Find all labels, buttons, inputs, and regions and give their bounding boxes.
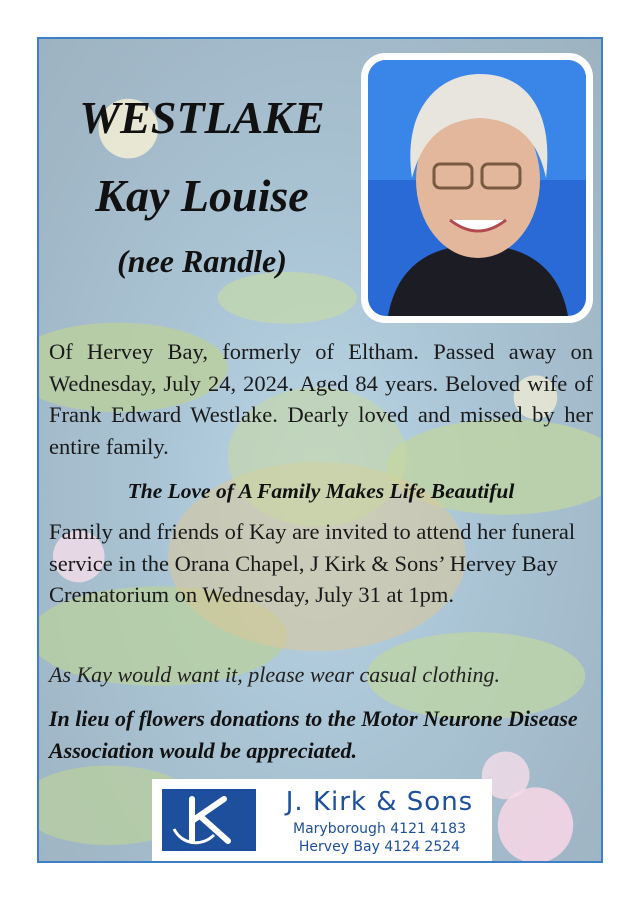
- notice-content: [39, 39, 601, 861]
- deceased-maiden-name: (nee Randle): [117, 243, 287, 279]
- funeral-service-paragraph: Family and friends of Kay are invited to attend her funeral service in the Orana Chapel, J Kirk & Sons’ Hervey Bay Crematorium on Wednesday, July 31 at 1pm.: [49, 519, 576, 607]
- obituary-paragraph: Of Hervey Bay, formerly of Eltham. Passed away on Wednesday, July 24, 2024. Aged 84 years. Beloved wife of Frank Edward Westlake. Dearly loved and missed by her entire family.: [49, 339, 593, 459]
- funeral-home-logo: [152, 779, 492, 861]
- tagline: The Love of A Family Makes Life Beautiful: [127, 479, 515, 503]
- k-monogram-icon: [162, 789, 256, 851]
- deceased-surname: WESTLAKE: [79, 92, 325, 143]
- notice-frame: [37, 37, 603, 863]
- dress-note: As Kay would want it, please wear casual clothing.: [49, 662, 500, 687]
- hervey-bay-phone: Hervey Bay 4124 2524: [298, 839, 461, 855]
- funeral-home-name: J. Kirk & Sons: [285, 787, 474, 817]
- k-monogram-graphic: [162, 789, 256, 851]
- donations-note: In lieu of flowers donations to the Motor Neurone Disease Association would be appreciated.: [49, 706, 578, 763]
- portrait-image: [368, 60, 586, 316]
- deceased-given-names: Kay Louise: [95, 170, 309, 221]
- maryborough-phone: Maryborough 4121 4183: [293, 821, 466, 837]
- portrait-photo: [361, 53, 593, 323]
